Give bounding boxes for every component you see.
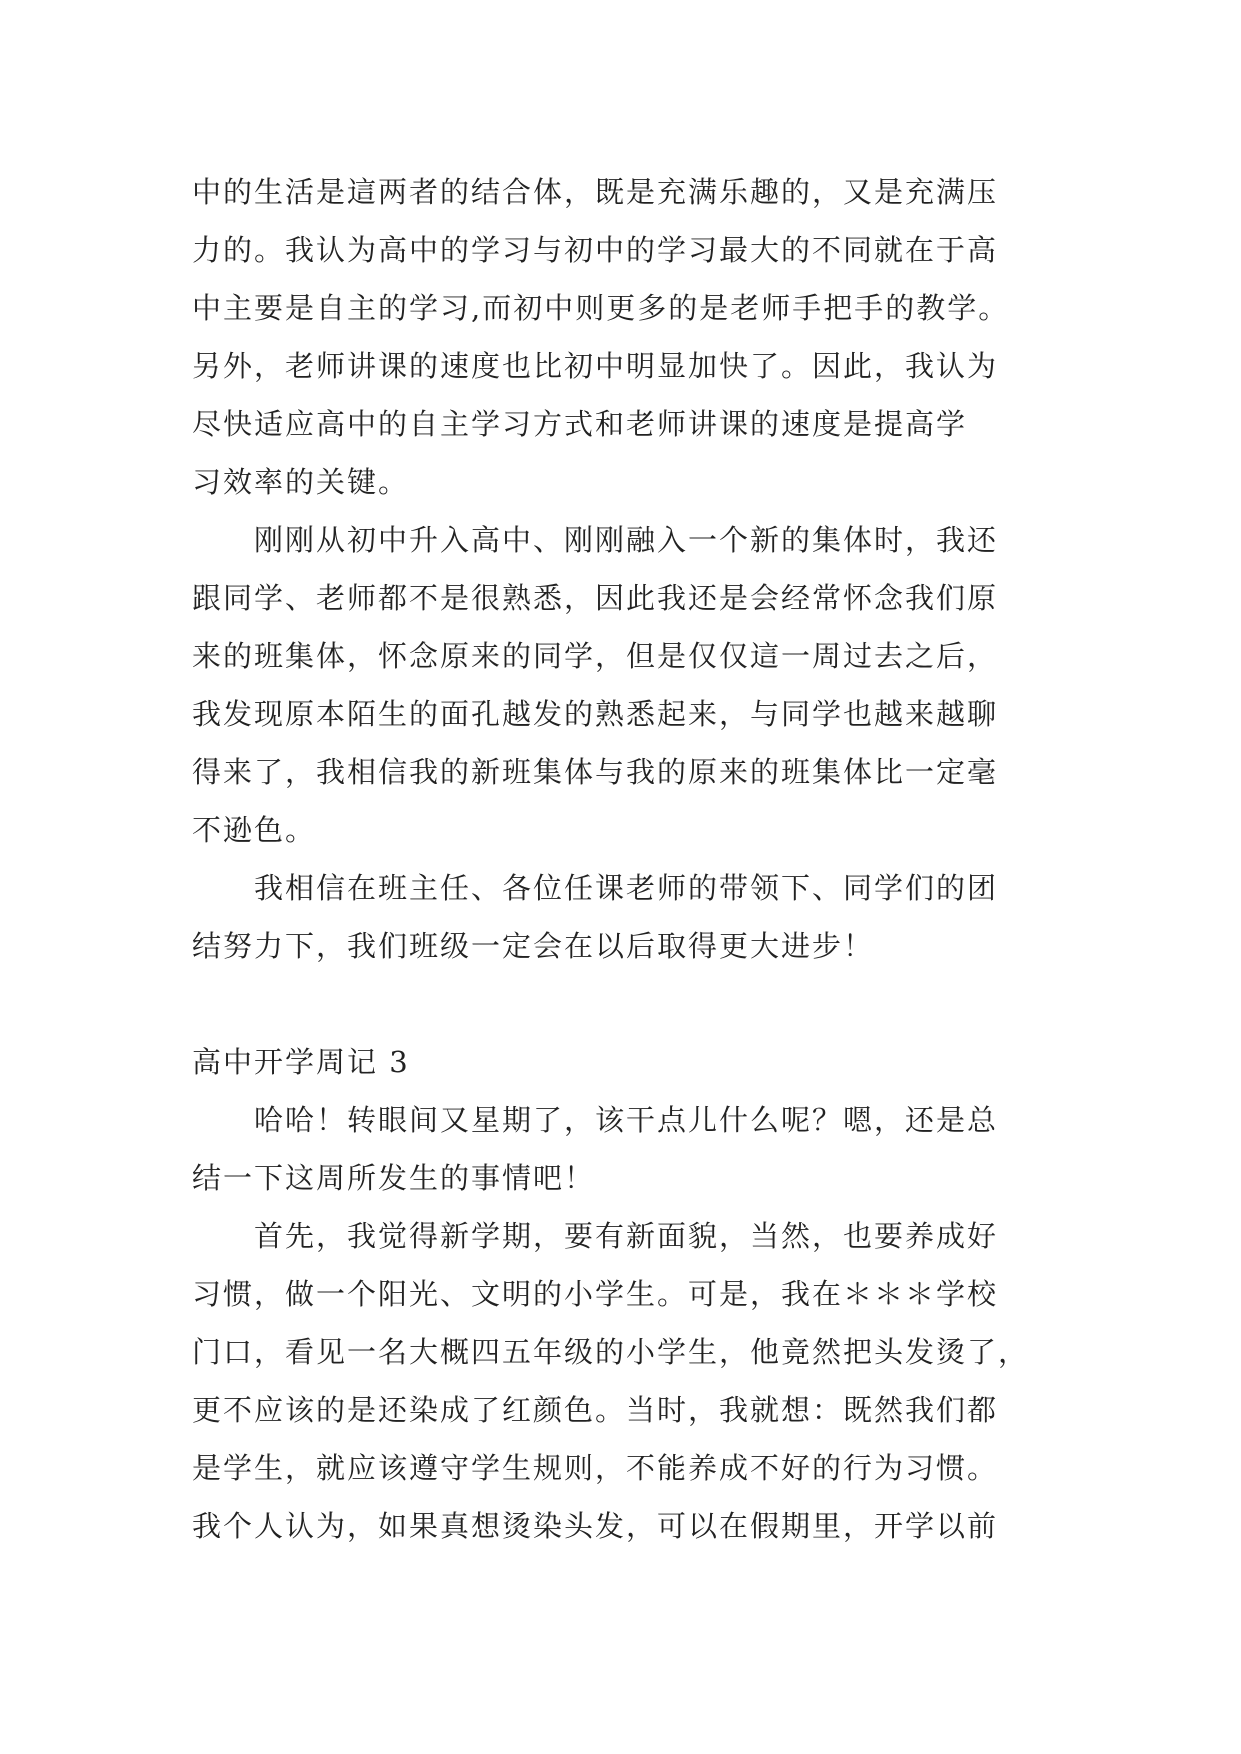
text-line: 习效率的关键。 xyxy=(192,465,410,499)
text-line: 中的生活是這两者的结合体，既是充满乐趣的，又是充满压 xyxy=(192,175,999,209)
text-line: 门口，看见一名大概四五年级的小学生，他竟然把头发烫了， xyxy=(192,1335,1030,1369)
text-line: 来的班集体，怀念原来的同学，但是仅仅這一周过去之后， xyxy=(192,639,999,673)
paragraph-first-line: 首先，我觉得新学期，要有新面貌，当然，也要养成好 xyxy=(254,1219,999,1253)
text-line: 跟同学、老师都不是很熟悉，因此我还是会经常怀念我们原 xyxy=(192,581,999,615)
text-line: 得来了，我相信我的新班集体与我的原来的班集体比一定毫 xyxy=(192,755,999,789)
paragraph-first-line: 刚刚从初中升入高中、刚刚融入一个新的集体时，我还 xyxy=(254,523,999,557)
text-line: 力的。我认为高中的学习与初中的学习最大的不同就在于高 xyxy=(192,233,999,267)
paragraph-first-line: 哈哈！转眼间又星期了，该干点儿什么呢？嗯，还是总 xyxy=(254,1103,999,1137)
text-line: 中主要是自主的学习,而初中则更多的是老师手把手的教学。 xyxy=(192,291,1010,325)
paragraph-spacer xyxy=(192,975,1072,1033)
text-line: 习惯，做一个阳光、文明的小学生。可是，我在＊＊＊学校 xyxy=(192,1277,999,1311)
document-body xyxy=(192,163,1072,1555)
text-line: 另外，老师讲课的速度也比初中明显加快了。因此，我认为 xyxy=(192,349,999,383)
text-line: 是学生，就应该遵守学生规则，不能养成不好的行为习惯。 xyxy=(192,1451,999,1485)
text-line: 我发现原本陌生的面孔越发的熟悉起来，与同学也越来越聊 xyxy=(192,697,999,731)
text-line: 结努力下，我们班级一定会在以后取得更大进步！ xyxy=(192,929,875,963)
text-line: 不逊色。 xyxy=(192,813,317,847)
text-line: 更不应该的是还染成了红颜色。当时，我就想：既然我们都 xyxy=(192,1393,999,1427)
paragraph-first-line: 我相信在班主任、各位任课老师的带领下、同学们的团 xyxy=(254,871,999,905)
section-heading: 高中开学周记 3 xyxy=(192,1045,410,1079)
text-line: 结一下这周所发生的事情吧！ xyxy=(192,1161,596,1195)
text-line: 我个人认为，如果真想烫染头发，可以在假期里，开学以前 xyxy=(192,1509,999,1543)
text-line: 尽快适应高中的自主学习方式和老师讲课的速度是提高学 xyxy=(192,407,968,441)
